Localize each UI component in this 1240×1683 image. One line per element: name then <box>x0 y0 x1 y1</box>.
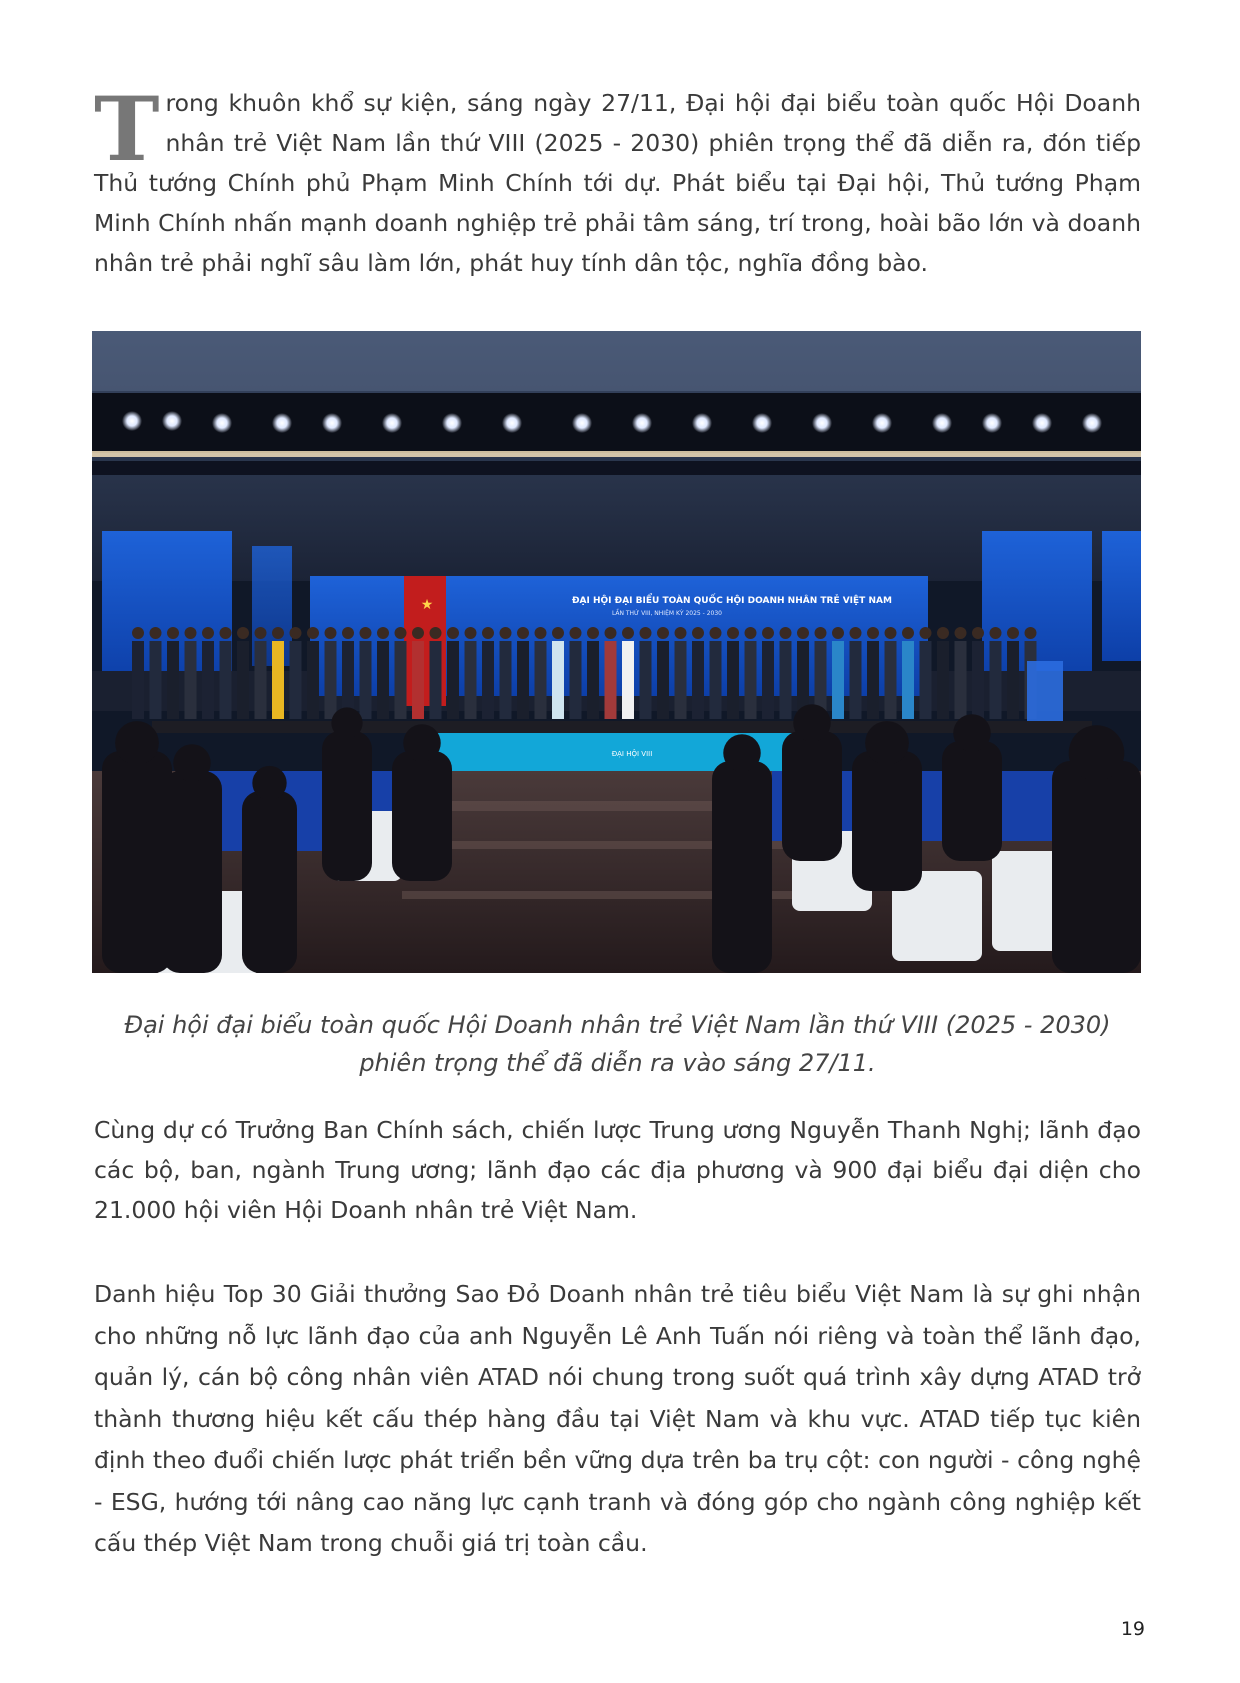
caption-line-1: Đại hội đại biểu toàn quốc Hội Doanh nhân trẻ Việt Nam lần thứ VIII (2025 - 2030) <box>124 1011 1111 1039</box>
event-photo <box>92 331 1141 973</box>
paragraph-award: Danh hiệu Top 30 Giải thưởng Sao Đỏ Doanh nhân trẻ tiêu biểu Việt Nam là sự ghi nhận cho những nỗ lực lãnh đạo của anh Nguyễn Lê Anh Tuấn nói riêng và toàn thể lãnh đạo, quản lý, cán bộ công nhân viên ATAD nói chung trong suốt quá trình xây dựng ATAD trở thành thương hiệu kết cấu thép hàng đầu tại Việt Nam và khu vực. ATAD tiếp tục kiên định theo đuổi chiến lược phát triển bền vững dựa trên ba trụ cột: con người - công nghệ - ESG, hướng tới nâng cao năng lực cạnh tranh và đóng góp cho ngành công nghiệp kết cấu thép Việt Nam trong chuỗi giá trị toàn cầu. <box>94 1280 1141 1557</box>
screen-subtitle: LẦN THỨ VIII, NHIỆM KỲ 2025 - 2030 <box>612 610 722 617</box>
intro-text: rong khuôn khổ sự kiện, sáng ngày 27/11, Đại hội đại biểu toàn quốc Hội Doanh nhân trẻ Việt Nam lần thứ VIII (2025 - 2030) phiên trọng thể đã diễn ra, đón tiếp Thủ tướng Chính phủ Phạm Minh Chính tới dự. Phát biểu tại Đại hội, Thủ tướng Phạm Minh Chính nhấn mạnh doanh nghiệp trẻ phải tâm sáng, trí trong, hoài bão lớn và doanh nhân trẻ phải nghĩ sâu làm lớn, phát huy tính dân tộc, nghĩa đồng bào. <box>94 89 1141 277</box>
photo-caption <box>94 1006 1141 1082</box>
svg-text:★: ★ <box>420 597 434 613</box>
intro-paragraph <box>94 77 1141 283</box>
screen-title: ĐẠI HỘI ĐẠI BIỂU TOÀN QUỐC HỘI DOANH NHÂN TRẺ VIỆT NAM <box>572 596 892 606</box>
dropcap-letter: T <box>94 77 160 181</box>
paragraph-attendees: Cùng dự có Trưởng Ban Chính sách, chiến lược Trung ương Nguyễn Thanh Nghị; lãnh đạo các bộ, ban, ngành Trung ương; lãnh đạo các địa phương và 900 đại biểu đại diện cho 21.000 hội viên Hội Doanh nhân trẻ Việt Nam. <box>94 1116 1141 1224</box>
page-number: 19 <box>1120 1618 1145 1640</box>
caption-line-2: phiên trọng thể đã diễn ra vào sáng 27/11. <box>359 1049 876 1077</box>
stage-logo-text: ĐẠI HỘI VIII <box>611 750 653 758</box>
